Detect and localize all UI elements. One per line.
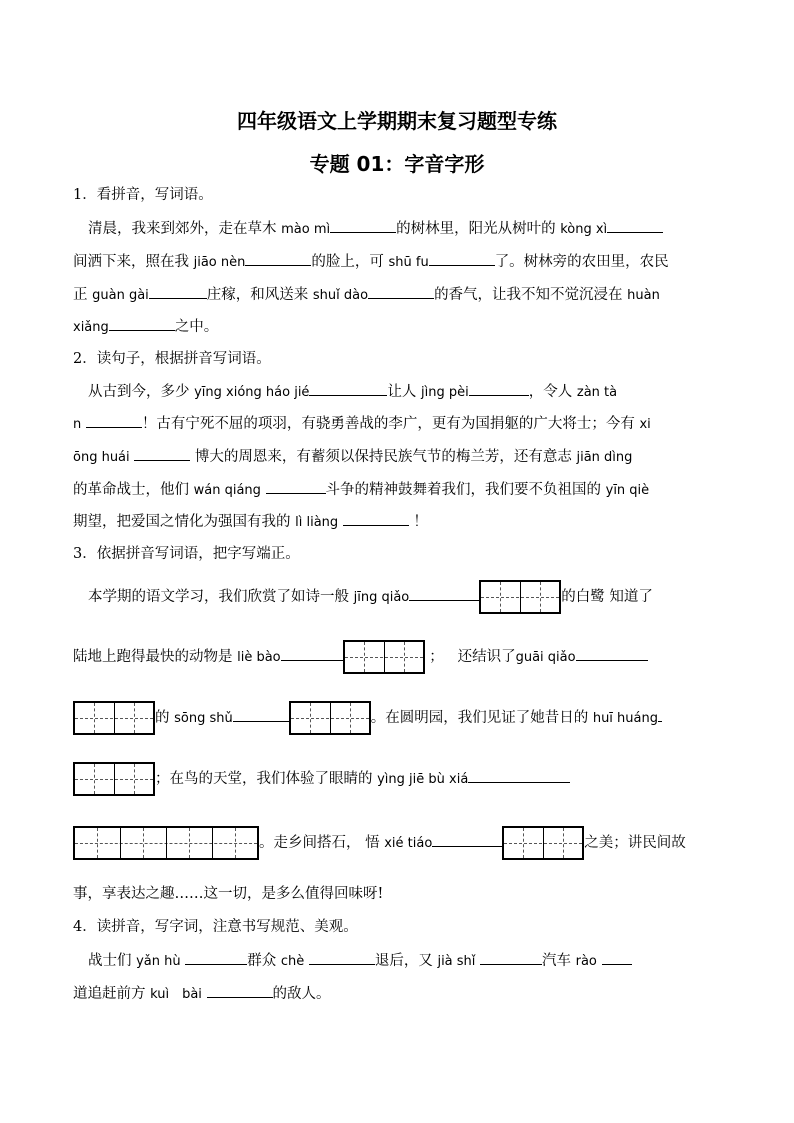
answer-blank[interactable] [109,316,175,331]
pinyin: chè [280,954,305,969]
text: 群众 [247,953,277,969]
text: 。在圆明园，我们见证了她昔日的 [370,710,589,726]
writing-grid-4[interactable] [73,826,259,860]
writing-grid-2[interactable] [289,701,371,735]
text: 之中。 [174,319,219,335]
pinyin: wán qiáng [193,483,261,498]
text: ，令人 [528,384,573,400]
pinyin: jià shǐ [437,954,476,969]
page-title: 四年级语文上学期期末复习题型专练 [237,109,557,133]
answer-blank[interactable] [185,950,247,965]
page-subtitle: 专题 01：字音字形 [309,152,485,176]
text: 。走乡间搭石， [259,835,361,851]
pinyin: yīng xióng háo jié [194,385,310,400]
answer-blank[interactable] [576,646,648,661]
text: 之美；讲民间故 [584,835,686,851]
text: 本学期的语文学习，我们欣赏了如诗一般 [88,589,349,605]
pinyin: huàn [627,288,660,303]
answer-blank[interactable] [309,950,375,965]
text: 还结识了 [457,649,516,665]
answer-blank[interactable] [480,950,542,965]
q3-line-6: 事，享表达之趣……这一切，是多么值得回味呀! [73,886,384,902]
text: ；在鸟的天堂，我们体验了眼睛的 [155,771,373,787]
text: 正 [73,287,88,303]
writing-grid-2[interactable] [502,826,584,860]
text: 的 [155,710,170,726]
q4-heading: 4．读拼音，写字词，注意书写规范、美观。 [73,919,358,935]
pinyin: guàn gài [92,288,149,303]
pinyin: xi [639,417,651,432]
pinyin: kuì bài [150,987,202,1002]
text: 了。树林旁的农田里，农民 [494,254,669,270]
q4-line-2 [73,983,331,1005]
pinyin: jiāo nèn [193,255,246,270]
writing-grid-2[interactable] [73,762,155,796]
answer-blank[interactable] [602,950,632,965]
text: 陆地上跑得最快的动物是 [73,649,233,665]
q4-line-1 [88,950,632,972]
answer-blank[interactable] [469,381,529,396]
answer-blank[interactable] [309,381,387,396]
q3-line-4 [73,762,570,797]
answer-blank[interactable] [432,832,502,847]
q3-line-1 [88,580,653,615]
q1-line-4 [73,316,218,338]
q2-line-2 [73,413,651,435]
q3-heading: 3．依据拼音写词语，把字写端正。 [73,546,300,562]
pinyin: jiān dìng [576,450,633,465]
text: 间洒下来，照在我 [73,254,189,270]
q3-line-5 [73,826,686,861]
pinyin: rào [575,954,597,969]
text: 让人 [387,384,417,400]
q2-line-4 [73,479,649,501]
q2-heading: 2．读句子，根据拼音写词语。 [73,351,271,367]
answer-blank[interactable] [207,983,273,998]
pinyin: mào mì [281,222,331,237]
text: 庄稼，和风送来 [206,287,309,303]
pinyin: yǎn hù [136,954,181,969]
text: 退后，又 [374,953,433,969]
q1-line-1 [88,218,663,240]
pinyin: shū fu [388,255,429,270]
pinyin: sōng shǔ [174,711,233,726]
answer-blank[interactable] [86,413,142,428]
writing-grid-2[interactable] [479,580,561,614]
text: 斗争的精神鼓舞着我们，我们要不负祖国的 [325,482,602,498]
q2-line-1 [88,381,617,403]
text: 的树林里，阳光从树叶的 [396,221,556,237]
pinyin: jīng qiǎo [353,590,410,605]
answer-blank[interactable] [409,586,479,601]
writing-grid-2[interactable] [73,701,155,735]
pinyin: xié tiáo [384,836,433,851]
pinyin: ōng huái [73,450,130,465]
q1-heading: 1．看拼音，写词语。 [73,187,213,203]
answer-blank[interactable] [368,284,434,299]
answer-blank[interactable] [607,218,663,233]
answer-blank[interactable] [233,707,289,722]
text: ！古有宁死不屈的项羽，有骁勇善战的李广，更有为国捐躯的广大将士；今有 [141,416,635,432]
pinyin: shuǐ dào [312,288,369,303]
text: 的脸上，可 [311,254,384,270]
pinyin: yīn qiè [605,483,650,498]
text: 道追赶前方 [73,986,146,1002]
text: 期望，把爱国之情化为强国有我的 [73,514,291,530]
q2-line-5 [73,511,428,533]
pinyin: guāi qiǎo [515,650,576,665]
text: ！ [413,514,428,530]
pinyin: huī huáng [592,711,658,726]
answer-blank[interactable] [330,218,396,233]
pinyin: xiǎng [73,320,109,335]
answer-blank[interactable] [134,446,190,461]
text: 从古到今，多少 [88,384,190,400]
answer-blank[interactable] [658,707,662,722]
answer-blank[interactable] [245,251,311,266]
pinyin: kòng xì [560,222,608,237]
pinyin: lì liàng [295,515,339,530]
q1-line-2 [73,251,669,273]
answer-blank[interactable] [149,284,207,299]
q3-line-3 [73,701,662,736]
pinyin: zàn tà [576,385,618,400]
text: ； [429,649,444,665]
answer-blank[interactable] [266,479,326,494]
pinyin: liè bào [237,650,281,665]
text: 的革命战士，他们 [73,482,189,498]
writing-grid-2[interactable] [343,640,425,674]
answer-blank[interactable] [281,646,343,661]
text: 的香气，让我不知不觉沉浸在 [434,287,623,303]
q3-line-2 [73,640,648,675]
text: 清晨，我来到郊外，走在草木 [88,221,277,237]
text: 汽车 [542,953,572,969]
answer-blank[interactable] [468,768,570,783]
pinyin: yìng jiē bù xiá [377,772,469,787]
pinyin: n [73,417,82,432]
answer-blank[interactable] [343,511,409,526]
text: 的敌人。 [272,986,331,1002]
pinyin: jìng pèi [421,385,469,400]
text: 战士们 [88,953,132,969]
q2-line-3 [73,446,632,468]
text: 悟 [365,835,380,851]
text: 博大的周恩来，有蓄须以保持民族气节的梅兰芳，还有意志 [194,449,572,465]
q1-line-3 [73,284,660,306]
answer-blank[interactable] [429,251,495,266]
text: 的白鹭 知道了 [561,589,653,605]
